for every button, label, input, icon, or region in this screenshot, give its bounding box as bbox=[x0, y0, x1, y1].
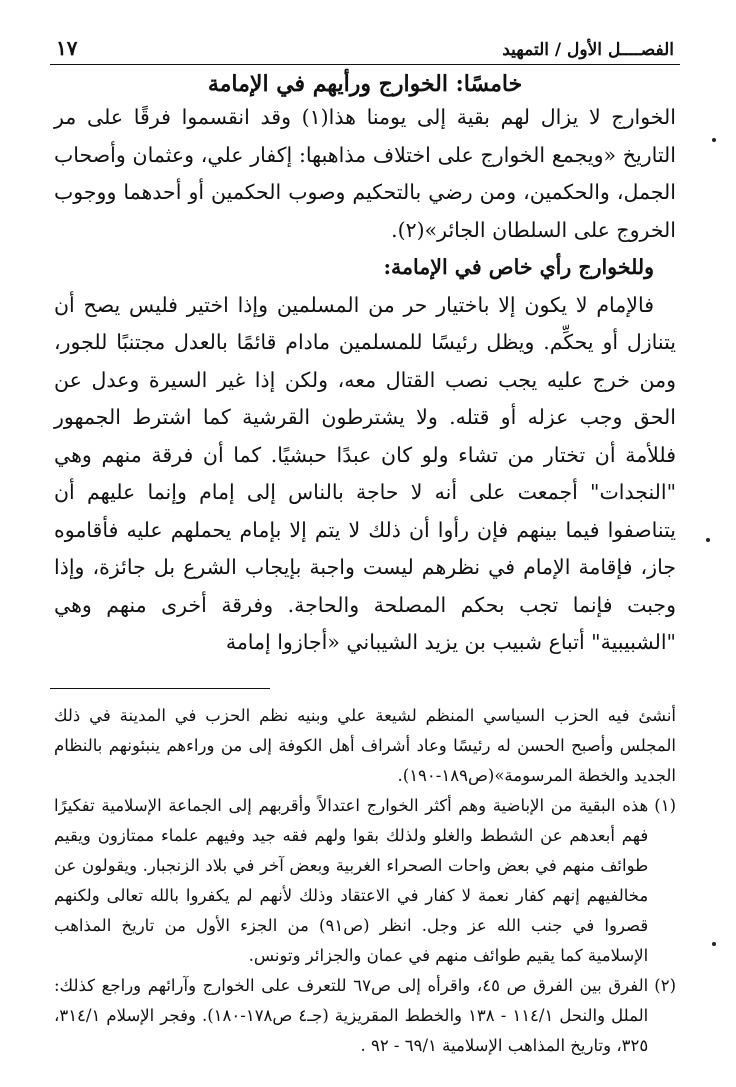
footnote-number: (١) bbox=[654, 795, 676, 815]
running-header bbox=[50, 30, 680, 65]
footnotes bbox=[50, 701, 680, 1061]
footnote-2 bbox=[54, 971, 676, 1061]
margin-dot bbox=[712, 942, 716, 946]
section-title: خامسًا: الخوارج ورأيهم في الإمامة bbox=[207, 71, 523, 97]
footnote-1 bbox=[54, 791, 676, 971]
main-text bbox=[50, 99, 680, 662]
paragraph-imamate: فالإمام لا يكون إلا باختيار حر من المسلمين وإذا اختير فليس يصح أن يتنازل أو يحكِّم. ويظل رئيسًا للمسلمين مادام قائمًا بالعدل مجتنبًا للجور، ومن خرج عليه يجب نصب القتال معه، ولكن إذا غير السيرة وعدل عن الحق وجب عزله أو قتله. ولا يشترطون القرشية كما اشترط الجمهور فللأمة أن تختار من تشاء ولو كان عبدًا حبشيًا. كما أن فرقة منهم وهي "النجدات" أجمعت على أنه لا حاجة بالناس إلى إمام وإنما عليهم أن يتناصفوا فيما بينهم فإن رأوا أن ذلك لا يتم إلا بإمام يحملهم عليه فأقاموه جاز، فإقامة الإمام في نظرهم ليست واجبة بإيجاب الشرع بل جائزة، وإذا وجبت فإنما تجب بحكم المصلحة والحاجة. وفرقة أخرى منهم وهي "الشبيبية" أتباع شبيب بن يزيد الشيباني «أجازوا إمامة bbox=[54, 292, 676, 654]
footnote-text: هذه البقية من الإباضية وهم أكثر الخوارج اعتدالاً وأقربهم إلى الجماعة الإسلامية تفكيرًا فهم أبعدهم عن الشطط والغلو ولذلك بقوا ولهم فقه جيد وفيهم علماء ممتازون ويقيم طوائف منهم في بعض واحات الصحراء الغربية وبعض آخر في بلاد الزنجبار. ويقولون عن مخالفيهم إنهم كفار نعمة لا كفار في الاعتقاد وذلك لأنهم لم يكفروا بالله تعالى ولكنهم قصروا في جنب الله عز وجل. انظر (ص٩١) من الجزء الأول من تاريخ المذاهب الإسلامية كما يقيم طوائف منهم في عمان والجزائر وتونس. bbox=[54, 795, 649, 965]
footnote-separator bbox=[50, 688, 270, 689]
footnote-number: (٢) bbox=[654, 975, 676, 995]
book-page bbox=[50, 30, 680, 1061]
paragraph-intro: الخوارج لا يزال لهم بقية إلى يومنا هذا(١) وقد انقسموا فرقًا على مر التاريخ «ويجمع الخوارج على اختلاف مذاهبها: إكفار علي، وعثمان وأصحاب الجمل، والحكمين، ومن رضي بالتحكيم وصوب الحكمين أو أحدهما ووجوب الخروج على السلطان الجائر»(٢). bbox=[54, 105, 676, 242]
page-number: ١٧ bbox=[56, 36, 78, 60]
margin-dot bbox=[706, 538, 710, 542]
running-title: الفصــــل الأول / التمهيد bbox=[502, 40, 674, 60]
footnote-text: الفرق بين الفرق ص ٤٥، واقرأه إلى ص٦٧ للتعرف على الخوارج وآرائهم وراجع كذلك: الملل والنحل ١١٤/١ - ١٣٨ والخطط المقريزية (جـ٤ ص١٧٨-١٨٠). وفجر الإسلام ٣١٤/١، ٣٢٥، وتاريخ المذاهب الإسلامية ٦٩/١ - ٩٢ . bbox=[54, 975, 649, 1055]
subheading: وللخوارج رأي خاص في الإمامة: bbox=[383, 255, 654, 279]
footnote-continued: أنشئ فيه الحزب السياسي المنظم لشيعة علي وبنيه نظم الحزب في المدينة في ذلك المجلس وأصبح الحسن له رئيسًا وعاد أشراف أهل الكوفة إلى من وراءهم ينبئونهم بالنظام الجديد والخطة المرسومة»(ص١٨٩-١٩٠). bbox=[54, 705, 676, 785]
margin-dot bbox=[712, 138, 716, 142]
